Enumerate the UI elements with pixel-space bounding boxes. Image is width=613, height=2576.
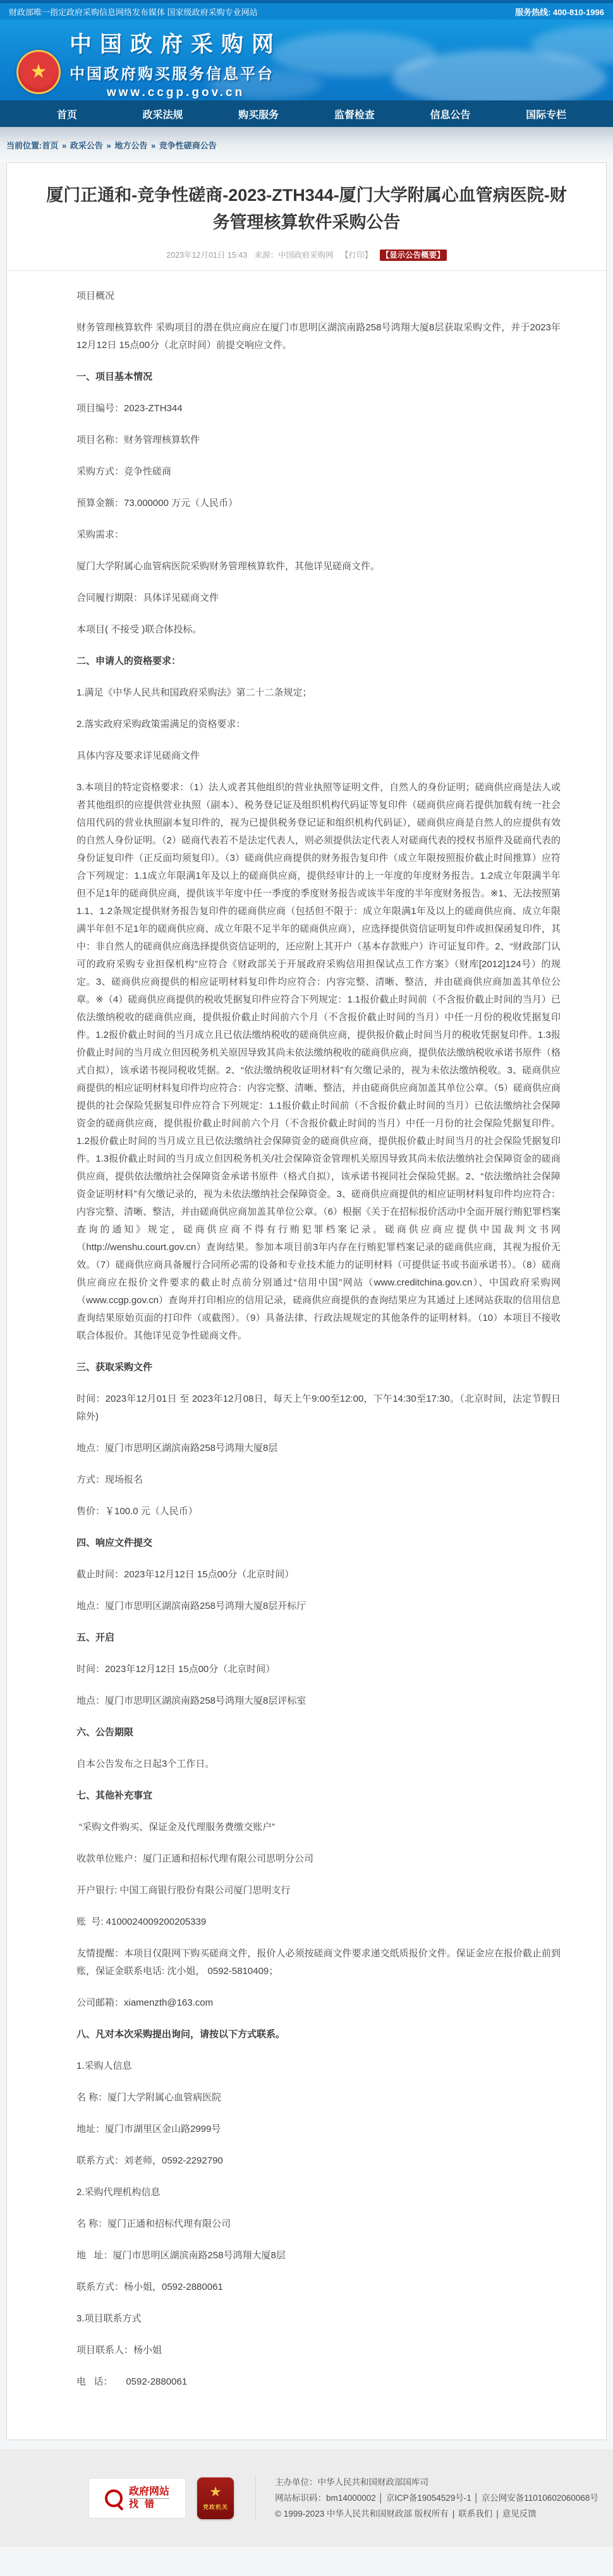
breadcrumb-link-2[interactable]: 地方公告 [114, 140, 148, 150]
section-heading: 七、其他补充事宜 [76, 1790, 153, 1802]
paragraph: 电 话： 0592-2880061 [76, 2376, 188, 2388]
star-icon: ★ [30, 61, 47, 82]
footer-id-line: 网站标识码：bm14000002 │ 京ICP备19054529号-1 │ 京公网安备11010602060068号 [275, 2493, 598, 2503]
nav-item-4[interactable]: 信息公告 [430, 109, 471, 121]
paragraph: 1.采购人信息 [76, 2061, 132, 2072]
error-badge-text [129, 2486, 169, 2511]
source-name: 中国政府采购网 [278, 251, 334, 260]
breadcrumb-separator: » [149, 140, 158, 150]
national-emblem-icon [16, 50, 61, 94]
paragraph: 地址：厦门市湖里区金山路2999号 [76, 2124, 221, 2135]
hotline-number: 400-810-1996 [553, 7, 604, 17]
article-body [7, 271, 606, 2391]
nav-item-0[interactable]: 首页 [56, 109, 77, 121]
copyright-text: © 1999-2023 中华人民共和国财政部 版权所有 [275, 2509, 449, 2519]
paragraph: 账 号: 4100024009200205339 [76, 1917, 207, 1928]
paragraph: 合同履行期限：具体详见磋商文件 [76, 593, 219, 604]
paragraph: 收款单位账户：厦门正通和招标代理有限公司思明分公司 [76, 1853, 314, 1865]
footer-text [275, 2474, 598, 2522]
section-heading: 三、获取采购文件 [76, 1362, 153, 1373]
site-subtitle: 中国政府购买服务信息平台 [70, 66, 274, 83]
party-badge-label: 党政机关 [202, 2504, 228, 2511]
party-gov-badge[interactable] [197, 2477, 234, 2519]
paragraph: 联系方式：刘老师，0592-2292790 [76, 2155, 223, 2167]
footer-link-separator: | [496, 2509, 499, 2519]
announcement-card [6, 162, 607, 2440]
nav-item-5[interactable]: 国际专栏 [526, 109, 567, 121]
paragraph: 地点：厦门市思明区湖滨南路258号鸿翔大厦8层 [76, 1443, 278, 1454]
paragraph: 截止时间：2023年12月12日 15点00分（北京时间） [76, 1569, 294, 1580]
section-heading: 二、申请人的资格要求： [76, 656, 181, 667]
breadcrumb-link-0[interactable]: 首页 [42, 140, 59, 150]
print-button[interactable]: 【打印】 [341, 251, 373, 260]
paragraph: 1.满足《中华人民共和国政府采购法》第二十二条规定； [76, 687, 312, 699]
paragraph: 项目编号：2023-ZTH344 [76, 403, 183, 414]
footer-host-line: 主办单位：中华人民共和国财政部国库司 [275, 2477, 428, 2488]
gov-site-error-badge[interactable] [88, 2478, 186, 2519]
paragraph: 开户银行: 中国工商银行股份有限公司厦门思明支行 [76, 1885, 291, 1896]
breadcrumb-link-1[interactable]: 政采公告 [70, 140, 103, 150]
paragraph: 财务管理核算软件 采购项目的潜在供应商应在厦门市思明区湖滨南路258号鸿翔大厦8层获取采购文件，并于2023年12月12日 15点00分（北京时间）前提交响应文件。 [76, 322, 561, 351]
breadcrumb-separator: » [104, 140, 114, 150]
error-badge-line2: 找错 [129, 2498, 169, 2511]
error-badge-line1: 政府网站 [128, 2486, 169, 2497]
show-summary-button[interactable]: 【显示公告概要】 [380, 250, 447, 261]
paragraph: 名 称：厦门正通和招标代理有限公司 [76, 2218, 231, 2230]
logo-text [70, 27, 282, 100]
paragraph: 项目概况 [76, 291, 115, 302]
nav-item-2[interactable]: 购买服务 [238, 109, 279, 121]
paragraph: 厦门大学附属心血管病医院采购财务管理核算软件，其他详见磋商文件。 [76, 561, 380, 572]
breadcrumb-label: 当前位置: [6, 140, 42, 150]
paragraph: 项目名称：财务管理核算软件 [76, 435, 200, 446]
site-banner [0, 20, 613, 100]
paragraph: 地 址：厦门市思明区湖滨南路258号鸿翔大厦8层 [76, 2250, 286, 2261]
publish-datetime: 2023年12月01日 15:43 [166, 251, 248, 260]
paragraph: 联系方式：杨小姐，0592-2880061 [76, 2282, 223, 2293]
section-heading: 一、项目基本情况 [76, 371, 153, 383]
breadcrumb [0, 127, 613, 162]
paragraph: 预算金额：73.000000 万元（人民币） [76, 498, 238, 509]
breadcrumb-separator: » [59, 140, 69, 150]
magnifier-icon [105, 2489, 123, 2507]
site-url: www.ccgp.gov.cn [106, 86, 245, 99]
paragraph: 友情提醒：本项目仅限网下购买磋商文件，报价人必须按磋商文件要求递交纸质报价文件。保证金应在报价截止前到账，保证金联系电话: 沈小姐， 0592-5810409； [76, 1948, 561, 1977]
topbar-tagline: 财政部唯一指定政府采购信息网络发布媒体 国家级政府采购专业网站 [9, 7, 258, 17]
site-name: 中国政府采购网 [70, 32, 282, 57]
nav-item-3[interactable]: 监督检查 [334, 109, 375, 121]
breadcrumb-link-3[interactable]: 竞争性磋商公告 [159, 140, 217, 150]
footer-copyright-line [275, 2506, 598, 2522]
paragraph: 时间：2023年12月01日 至 2023年12月08日，每天上午9:00至12:00，下午14:30至17:30。（北京时间，法定节假日除外) [76, 1393, 561, 1423]
paragraph: 地点：厦门市思明区湖滨南路258号鸿翔大厦8层评标室 [76, 1695, 306, 1707]
paragraph: 本项目( 不接受 )联合体投标。 [76, 624, 202, 635]
section-heading: 五、开启 [76, 1632, 115, 1644]
paragraph: 公司邮箱：xiamenzth@163.com [76, 1997, 214, 2009]
paragraph: 自本公告发布之日起3个工作日。 [76, 1759, 215, 1770]
paragraph: 具体内容及要求详见磋商文件 [76, 750, 200, 762]
source-label: 来源： [254, 251, 279, 260]
hotline-label: 服务热线: [515, 7, 551, 17]
paragraph: 名 称：厦门大学附属心血管病医院 [76, 2092, 222, 2104]
main-nav [0, 100, 613, 127]
paragraph: 方式：现场报名 [76, 1474, 143, 1486]
paragraph: “采购文件购买、保证金及代理服务费缴交账户” [76, 1822, 276, 1833]
paragraph: 3.本项目的特定资格要求：（1）法人或者其他组织的营业执照等证明文件，自然人的身份证明；磋商供应商是法人或者其他组织的应提供营业执照（副本）、税务登记证及组织机构代码证等复印件（磋商供应商若提供加载有统一社会信用代码的营业执照副本复印件的，视为已提供税务登记证和组织机构代码证），磋商供应商是自然人的应提供有效的自然人身份证明。（2）磋商代表若不是法定代表人，则必须提供法定代表人对磋商代表的授权书原件及磋商代表的身份证复印件（正反面均须复印）。（3）磋商供应商提供的财务报告复印件（成立年限按照报价截止时间推算）应符合下列规定：1.1成立年限满1年及以上的磋商供应商，提供经审计的上一年度的年度财务报告。1.2成立年限满半年但不足1年的磋商供应商，提供该半年度中任一季度的季度财务报告或该半年度的半年度财务报告。※1、无法按照第1.1、1.2条规定提供财务报告复印件的磋商供应商（包括但不限于：成立年限满1年及以上的磋商供应商、成立年限满半年但不足1年的磋商供应商、成立年限不足半年的磋商供应商），应选择提供资信证明复印件或担保函复印件，其中：非自然人的磋商供应商选择提供资信证明的，还应附上其开户（基本存款账户）许可证复印件。2、“财政部门认可的政府采购专业担保机构”应符合《财政部关于开展政府采购信用担保试点工作方案》（财库[2012]124号）的规定。3、磋商供应商提供的相应证明材料复印件均应符合：内容完整、清晰、整洁，并由磋商供应商加盖其单位公章。※（4）磋商供应商提供的税收凭据复印件应符合下列规定：1.1报价截止时间前（不含报价截止时间的当月）已依法缴纳税收的磋商供应商，提供报价截止时间前六个月（不含报价截止时间的当月）中任一月份的税收凭据复印件。1.2报价截止时间的当月成立且已依法缴纳税收的磋商供应商，提供报价截止时间当月的税收凭据复印件。1.3报价截止时间的当月成立但因税务机关原因导致其尚未依法缴纳税收的磋商供应商，提供依法缴纳税收承诺书原件（格式自拟），该承诺书视同税收凭据。2、“依法缴纳税收证明材料”有欠缴记录的，视为未依法缴纳税收。3、磋商供应商提供的相应证明材料复印件均应符合：内容完整、清晰、整洁，并由磋商供应商加盖其单位公章。（5）磋商供应商提供的社会保险凭据复印件应符合下列规定：1.1报价截止时间前（不含报价截止时间的当月）已依法缴纳社会保障资金的磋商供应商，提供报价截止时间前六个月（不含报价截止时间的当月）中任一月份的社会保险凭据复印件。1.2报价截止时间的当月成立且已依法缴纳社会保障资金的磋商供应商，提供报价截止时间当月的社会保险凭据复印件。1.3报价截止时间的当月成立但因税务机关/社会保障资金管理机关原因导致其尚未依法缴纳社会保障资金的磋商供应商，提供依法缴纳社会保障资金承诺书原件（格式自拟），该承诺书视同社会保险凭据。2、“依法缴纳社会保障资金证明材料”有欠缴记录的，视为未依法缴纳社会保障资金。3、磋商供应商提供的相应证明材料复印件均应符合：内容完整、清晰、整洁，并由磋商供应商加盖其单位公章。（6）根据《关于在招标报价活动中全面开展行贿犯罪档案查询的通知》规定，磋商供应商不得有行贿犯罪档案记录。磋商供应商应提供中国裁判文书网（http://wenshu.court.gov.cn）查询结果。参加本项目前3年内存在行贿犯罪档案记录的磋商供应商，其视为报价无效。（7）磋商供应商具备履行合同所必需的设备和专业技术能力的证明材料（可提供证书或书面承诺书）。（8）磋商供应商应在报价文件要求的截止时点前分别通过“信用中国”网站（www.creditchina.gov.cn）、中国政府采购网（www.ccgp.gov.cn）查询并打印相应的信用记录，磋商供应商提供的查询结果应为其通过上述网站获取的信用信息查询结果原始页面的打印件（或截图）。（9）具备法律、行政法规规定的其他条件的证明材料。（10）本项目不接收联合体报价。其他详见竞争性磋商文件。 [76, 782, 561, 1342]
breadcrumb-path [42, 139, 216, 151]
nav-item-1[interactable]: 政采法规 [142, 109, 183, 121]
section-heading: 八、凡对本次采购提出询问，请按以下方式联系。 [76, 2029, 286, 2040]
paragraph: 采购需求： [76, 529, 124, 541]
site-logo[interactable] [16, 27, 282, 100]
page-title: 厦门正通和-竞争性磋商-2023-ZTH344-厦门大学附属心血管病医院-财务管理核算软件采购公告 [46, 186, 567, 232]
site-footer [0, 2449, 613, 2547]
paragraph: 地点：厦门市思明区湖滨南路258号鸿翔大厦8层开标厅 [76, 1601, 306, 1612]
paragraph: 2.落实政府采购政策需满足的资格要求： [76, 719, 246, 730]
paragraph: 2.采购代理机构信息 [76, 2187, 161, 2198]
footer-link-联系我们[interactable]: 联系我们 [458, 2509, 493, 2519]
footer-link-separator: | [452, 2509, 455, 2519]
top-utility-bar [0, 3, 613, 20]
service-hotline [515, 6, 604, 18]
article-source [255, 251, 334, 260]
section-heading: 四、响应文件提交 [76, 1538, 153, 1549]
paragraph: 项目联系人：杨小姐 [76, 2345, 162, 2356]
footer-divider [255, 2476, 256, 2521]
footer-link-意见反馈[interactable]: 意见反馈 [502, 2509, 537, 2519]
paragraph: 采购方式：竞争性磋商 [76, 466, 172, 478]
site-header [0, 0, 613, 127]
paragraph: 售价：￥100.0 元（人民币） [76, 1506, 198, 1517]
paragraph: 3.项目联系方式 [76, 2313, 142, 2325]
section-heading: 六、公告期限 [76, 1727, 134, 1738]
paragraph: 时间：2023年12月12日 15点00分（北京时间） [76, 1664, 276, 1675]
emblem-star-icon: ★ [209, 2484, 222, 2500]
article-meta [7, 249, 606, 260]
footer-links [449, 2509, 537, 2519]
